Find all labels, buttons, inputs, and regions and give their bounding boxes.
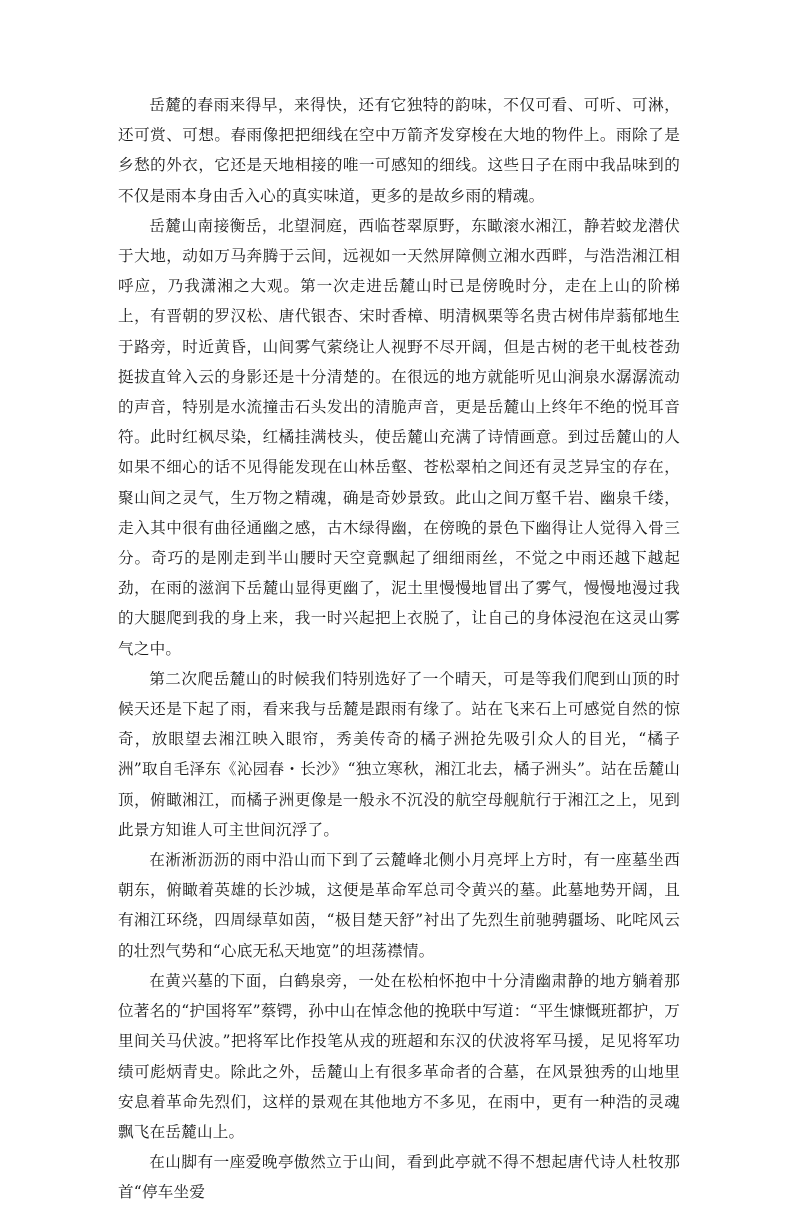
paragraph-2: 岳麓山南接衡岳，北望洞庭，西临苍翠原野，东瞰滚水湘江，静若蛟龙潜伏于大地，动如万马奔腾于云间，远视如一天然屏障侧立湘水西畔，与浩浩湘江相呼应，乃我潇湘之大观。第一次走进岳麓山时已是傍晚时分，走在上山的阶梯上，有晋朝的罗汉松、唐代银杏、宋时香樟、明清枫栗等名贵古树伟岸蓊郁地生于路旁，时近黄昏，山间雾气萦绕让人视野不尽开阔，但是古树的老干虬枝苍劲挺拔直耸入云的身影还是十分清楚的。在很远的地方就能听见山涧泉水潺潺流动的声音，特别是水流撞击石头发出的清脆声音，更是岳麓山上终年不绝的悦耳音符。此时红枫尽染，红橘挂满枝头，使岳麓山充满了诗情画意。到过岳麓山的人如果不细心的话不见得能发现在山林岳壑、苍松翠柏之间还有灵芝异宝的存在，聚山间之灵气，生万物之精魂，确是奇妙景致。此山之间万壑千岩、幽泉千缕，走入其中很有曲径通幽之感，古木绿得幽，在傍晚的景色下幽得让人觉得入骨三分。奇巧的是刚走到半山腰时天空竟飘起了细细雨丝，不觉之中雨还越下越起劲，在雨的滋润下岳麓山显得更幽了，泥土里慢慢地冒出了雾气，慢慢地漫过我的大腿爬到我的身上来，我一时兴起把上衣脱了，让自己的身体浸泡在这灵山雾气之中。	[118, 216, 680, 658]
article-body	[118, 90, 680, 1208]
paragraph-4: 在淅淅沥沥的雨中沿山而下到了云麓峰北侧小月亮坪上方时，有一座墓坐西朝东，俯瞰着英雄的长沙城，这便是革命军总司令黄兴的墓。此墓地势开阔，且有湘江环绕，四周绿草如茵，“极目楚天舒”衬出了先烈生前驰骋疆场、叱咤风云的壮烈气势和“心底无私天地宽”的坦荡襟情。	[118, 851, 680, 960]
paragraph-3: 第二次爬岳麓山的时候我们特别选好了一个晴天，可是等我们爬到山顶的时候天还是下起了雨，看来我与岳麓是跟雨有缘了。站在飞来石上可感觉自然的惊奇，放眼望去湘江映入眼帘，秀美传奇的橘子洲抢先吸引众人的目光，“橘子洲”取自毛泽东《沁园春・长沙》“独立寒秋，湘江北去，橘子洲头”。站在岳麓山顶，俯瞰湘江，而橘子洲更像是一般永不沉没的航空母舰航行于湘江之上，见到此景方知谁人可主世间沉浮了。	[118, 669, 680, 839]
paragraph-5: 在黄兴墓的下面，白鹤泉旁，一处在松柏怀抱中十分清幽肃静的地方躺着那位著名的“护国将军”蔡锷，孙中山在悼念他的挽联中写道：“平生慷慨班都护，万里间关马伏波。”把将军比作投笔从戎的班超和东汉的伏波将军马援，足见将军功绩可彪炳青史。除此之外，岳麓山上有很多革命者的合墓，在风景独秀的山地里安息着革命先烈们，这样的景观在其他地方不多见，在雨中，更有一种浩的灵魂飘飞在岳麓山上。	[118, 971, 680, 1141]
paragraph-6: 在山脚有一座爱晚亭傲然立于山间，看到此亭就不得不想起唐代诗人杜牧那首“停车坐爱	[118, 1153, 680, 1202]
paragraph-1: 岳麓的春雨来得早，来得快，还有它独特的韵味，不仅可看、可听、可淋，还可赏、可想。春雨像把把细线在空中万箭齐发穿梭在大地的物件上。雨除了是乡愁的外衣，它还是天地相接的唯一可感知的细线。这些日子在雨中我品味到的不仅是雨本身由舌入心的真实味道，更多的是故乡雨的精魂。	[118, 96, 680, 205]
